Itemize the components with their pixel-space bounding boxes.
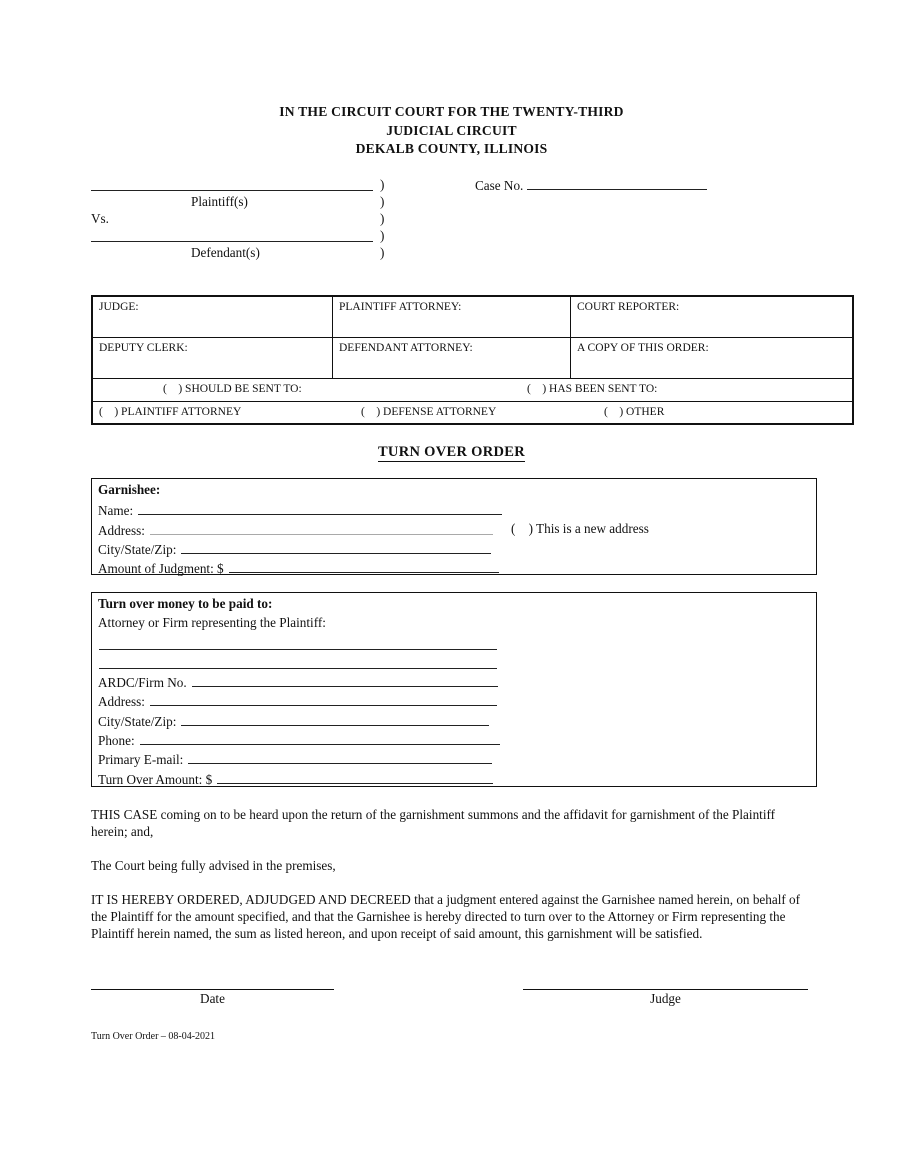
sent-to-row — [92, 379, 853, 402]
caption-row — [91, 228, 812, 245]
judge-signature-block — [523, 974, 808, 1007]
recipient-plaintiff-attorney — [99, 406, 241, 418]
case-no-field[interactable] — [527, 177, 707, 190]
should-sent-group — [163, 383, 302, 395]
payto-city-row — [98, 712, 816, 731]
deputy-clerk-label: DEPUTY CLERK: — [99, 342, 188, 354]
pay-to-heading: Turn over money to be paid to: — [98, 596, 273, 611]
turn-over-amount-field[interactable] — [217, 770, 493, 784]
ardc-label: ARDC/Firm No. — [98, 675, 187, 691]
paragraph-ordered: IT IS HEREBY ORDERED, ADJUDGED AND DECREED that a judgment entered against the Garnishee named herein, on behalf of the Plaintiff for the amount specified, and that the Garnishee is hereby directed to turn over to the Attorney or Firm representing the Plaintiff herein named, the sum as listed hereon, and upon receipt of said amount, this garnishment will be satisfied. — [91, 892, 801, 942]
recipient-label: PLAINTIFF ATTORNEY — [121, 406, 242, 418]
caption-paren: ) — [380, 194, 385, 209]
document-footer: Turn Over Order – 08-04-2021 — [91, 1031, 216, 1042]
case-no-group — [475, 177, 707, 194]
table-row — [92, 379, 853, 402]
payto-address-field[interactable] — [150, 692, 497, 706]
paragraph-court-advised: The Court being fully advised in the premises, — [91, 858, 336, 873]
date-label: Date — [200, 991, 225, 1006]
amount-of-judgment-label: Amount of Judgment: $ — [98, 561, 224, 577]
pay-to-subheading: Attorney or Firm representing the Plaintiff: — [98, 615, 326, 631]
header-line-3: DEKALB COUNTY, ILLINOIS — [355, 141, 548, 156]
primary-email-field[interactable] — [188, 750, 492, 764]
checkbox-defense-attorney[interactable]: ( ) — [361, 406, 381, 418]
garnishee-heading: Garnishee: — [98, 482, 161, 497]
garnishee-name-row — [98, 501, 816, 520]
turn-over-amount-label: Turn Over Amount: $ — [98, 771, 213, 787]
caption-paren: ) — [380, 211, 385, 226]
garnishee-address-field[interactable] — [150, 521, 493, 535]
plaintiff-attorney-label: PLAINTIFF ATTORNEY: — [339, 301, 462, 313]
payto-address-row — [98, 692, 816, 711]
phone-field[interactable] — [140, 731, 500, 745]
garnishee-address-row — [98, 521, 816, 540]
header-line-2: JUDICIAL CIRCUIT — [386, 122, 517, 138]
new-address-group — [511, 521, 649, 537]
plaintiff-attorney-cell[interactable] — [333, 296, 571, 338]
amount-of-judgment-field[interactable] — [229, 559, 499, 573]
address-label: Address: — [98, 694, 145, 710]
copy-of-order-label: A COPY OF THIS ORDER: — [577, 342, 709, 354]
caption-paren: ) — [380, 177, 385, 192]
recipient-label: DEFENSE ATTORNEY — [383, 406, 497, 418]
caption-row — [91, 194, 812, 211]
paragraph-this-case: THIS CASE coming on to be heard upon the return of the garnishment summons and the affidavit for garnishment of the Plaintiff herein; and, — [91, 807, 776, 840]
table-row — [92, 296, 853, 338]
document-title — [91, 443, 812, 461]
garnishee-box — [91, 478, 817, 575]
header-line-1: IN THE CIRCUIT COURT FOR THE TWENTY-THIRD — [279, 104, 624, 119]
copy-of-order-cell[interactable] — [571, 338, 854, 379]
caption-paren: ) — [380, 228, 385, 243]
attorney-name-field[interactable] — [99, 649, 497, 650]
garnishee-city-row — [98, 540, 816, 559]
judge-label: JUDGE: — [99, 301, 139, 313]
date-signature-block — [91, 974, 334, 1007]
defendant-name-field[interactable] — [91, 241, 373, 242]
city-state-zip-label: City/State/Zip: — [98, 541, 177, 557]
vs-label: Vs. — [91, 211, 109, 226]
court-reporter-cell[interactable] — [571, 296, 854, 338]
email-row — [98, 750, 816, 769]
recipient-other — [604, 406, 664, 418]
phone-row — [98, 731, 816, 750]
case-info-table — [91, 295, 854, 425]
name-label: Name: — [98, 503, 134, 519]
recipient-row — [92, 402, 853, 425]
caption-row — [91, 211, 812, 228]
should-sent-label: SHOULD BE SENT TO: — [185, 383, 302, 395]
judge-label: Judge — [650, 991, 681, 1006]
pay-to-box — [91, 592, 817, 787]
checkbox-new-address[interactable]: ( ) — [511, 520, 533, 536]
recipient-label: OTHER — [626, 406, 665, 418]
case-caption — [91, 177, 812, 262]
new-address-label: This is a new address — [536, 520, 649, 536]
checkbox-has-been-sent-to[interactable]: ( ) — [527, 383, 547, 395]
checkbox-other[interactable]: ( ) — [604, 406, 624, 418]
caption-paren: ) — [380, 245, 385, 260]
city-state-zip-label: City/State/Zip: — [98, 713, 177, 729]
table-row — [92, 402, 853, 425]
checkbox-should-be-sent-to[interactable]: ( ) — [163, 383, 183, 395]
attorney-name-row-2 — [98, 654, 816, 673]
court-reporter-label: COURT REPORTER: — [577, 301, 680, 313]
attorney-name-field-2[interactable] — [99, 668, 497, 669]
caption-row — [91, 245, 812, 262]
judge-cell[interactable] — [92, 296, 333, 338]
has-sent-label: HAS BEEN SENT TO: — [549, 383, 658, 395]
turn-over-amount-row — [98, 770, 816, 789]
case-no-label: Case No. — [475, 178, 524, 193]
recipient-defense-attorney — [361, 406, 496, 418]
has-sent-group — [527, 383, 657, 395]
garnishee-amount-row — [98, 559, 816, 578]
ardc-field[interactable] — [192, 673, 498, 687]
defendant-attorney-cell[interactable] — [333, 338, 571, 379]
garnishee-name-field[interactable] — [138, 501, 502, 515]
court-header — [91, 103, 812, 159]
deputy-clerk-cell[interactable] — [92, 338, 333, 379]
document-title-text: TURN OVER ORDER — [377, 444, 526, 460]
payto-city-field[interactable] — [181, 712, 489, 726]
plaintiff-label: Plaintiff(s) — [191, 194, 248, 209]
defendant-attorney-label: DEFENDANT ATTORNEY: — [339, 342, 473, 354]
attorney-name-row — [98, 635, 816, 654]
date-signature-field[interactable] — [91, 974, 334, 990]
phone-label: Phone: — [98, 733, 135, 749]
ardc-row — [98, 673, 816, 692]
defendant-label: Defendant(s) — [191, 245, 260, 260]
table-row — [92, 338, 853, 379]
primary-email-label: Primary E-mail: — [98, 752, 184, 768]
garnishee-city-field[interactable] — [181, 540, 491, 554]
plaintiff-name-field[interactable] — [91, 190, 373, 191]
caption-row — [91, 177, 812, 194]
judge-signature-field[interactable] — [523, 974, 808, 990]
address-label: Address: — [98, 522, 145, 538]
checkbox-plaintiff-attorney[interactable]: ( ) — [99, 406, 119, 418]
